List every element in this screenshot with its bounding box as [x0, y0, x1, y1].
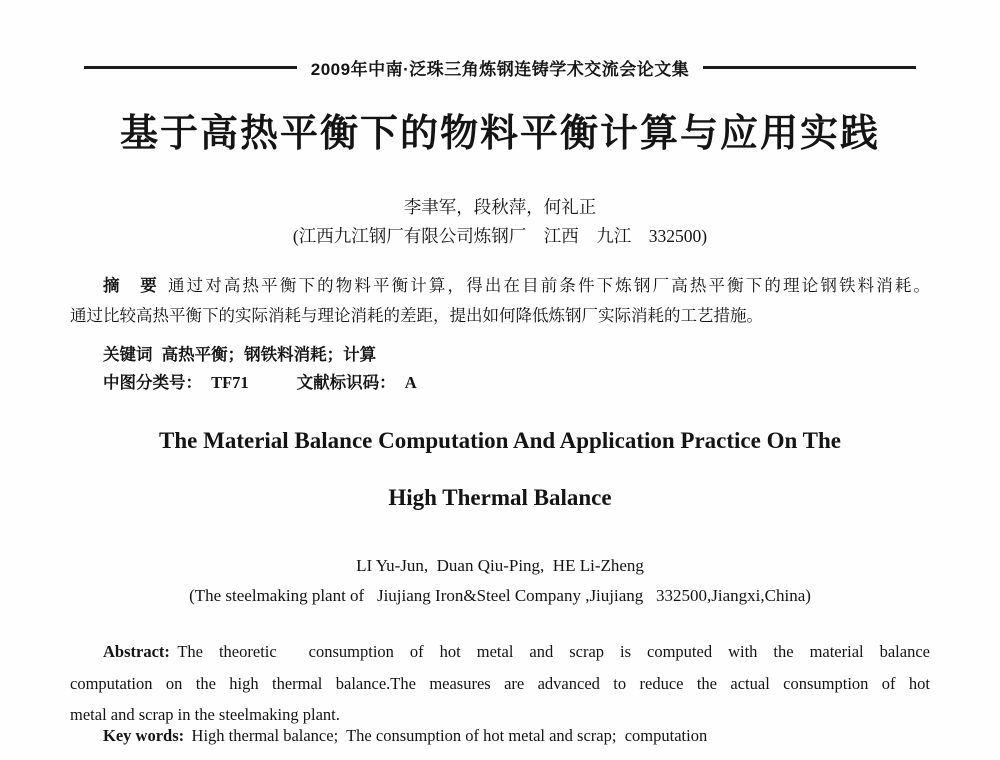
abstract-label-chinese: 摘 要 [103, 277, 159, 295]
classification-line [70, 369, 930, 393]
doc-code-label: 文献标识码： [296, 374, 396, 392]
abstract-english-line-2: computation on the high thermal balance.The measures are advanced to reduce the actual consumption of hot [70, 673, 930, 693]
clc-value: TF71 [211, 373, 249, 392]
abstract-english-line-3: metal and scrap in the steelmaking plant. [70, 705, 340, 724]
affiliation-english: (The steelmaking plant of Jiujiang Iron&Steel Company ,Jiujiang 332500,Jiangxi,China) [189, 586, 811, 605]
authors-chinese: 李聿军，段秋萍，何礼正 [403, 197, 597, 217]
running-head [0, 55, 1000, 80]
keywords-label-chinese: 关键词 [103, 346, 153, 364]
affiliation-chinese: (江西九江钢厂有限公司炼钢厂 江西 九江 332500) [292, 226, 708, 246]
keywords-chinese-text: 高热平衡；钢铁料消耗；计算 [161, 345, 377, 364]
header-rule-left [84, 66, 297, 69]
keywords-chinese [70, 341, 930, 365]
abstract-label-english: Abstract: [103, 642, 170, 661]
abstract-chinese-text-1: 通过对高热平衡下的物料平衡计算，得出在目前条件下炼钢厂高热平衡下的理论钢铁料消耗。 [167, 276, 931, 295]
authors-english: LI Yu-Jun, Duan Qiu-Ping, HE Li-Zheng [356, 556, 644, 575]
abstract-english-text-1: The theoretic consumption of hot metal and scrap is computed with the material balance [177, 642, 930, 661]
proceedings-title: 2009年中南·泛珠三角炼钢连铸学术交流会论文集 [310, 60, 690, 79]
header-rule-right [703, 66, 916, 69]
keywords-label-english: Key words: [103, 726, 185, 745]
paper-title-chinese: 基于高热平衡下的物料平衡计算与应用实践 [119, 113, 880, 155]
abstract-chinese-line-1 [70, 271, 930, 301]
clc-label: 中图分类号： [103, 374, 202, 392]
paper-title-english-line-2: High Thermal Balance [388, 485, 612, 510]
abstract-chinese [70, 271, 930, 331]
abstract-english-line-1 [70, 636, 930, 668]
abstract-chinese-line-2: 通过比较高热平衡下的实际消耗与理论消耗的差距，提出如何降低炼钢厂实际消耗的工艺措施。 [70, 306, 763, 325]
abstract-english [70, 636, 930, 731]
paper-title-english-line-1: The Material Balance Computation And Application Practice On The [159, 428, 841, 453]
keywords-english-text: High thermal balance; The consumption of hot metal and scrap; computation [191, 726, 708, 745]
keywords-english [70, 726, 930, 746]
doc-code-value: A [404, 373, 417, 392]
